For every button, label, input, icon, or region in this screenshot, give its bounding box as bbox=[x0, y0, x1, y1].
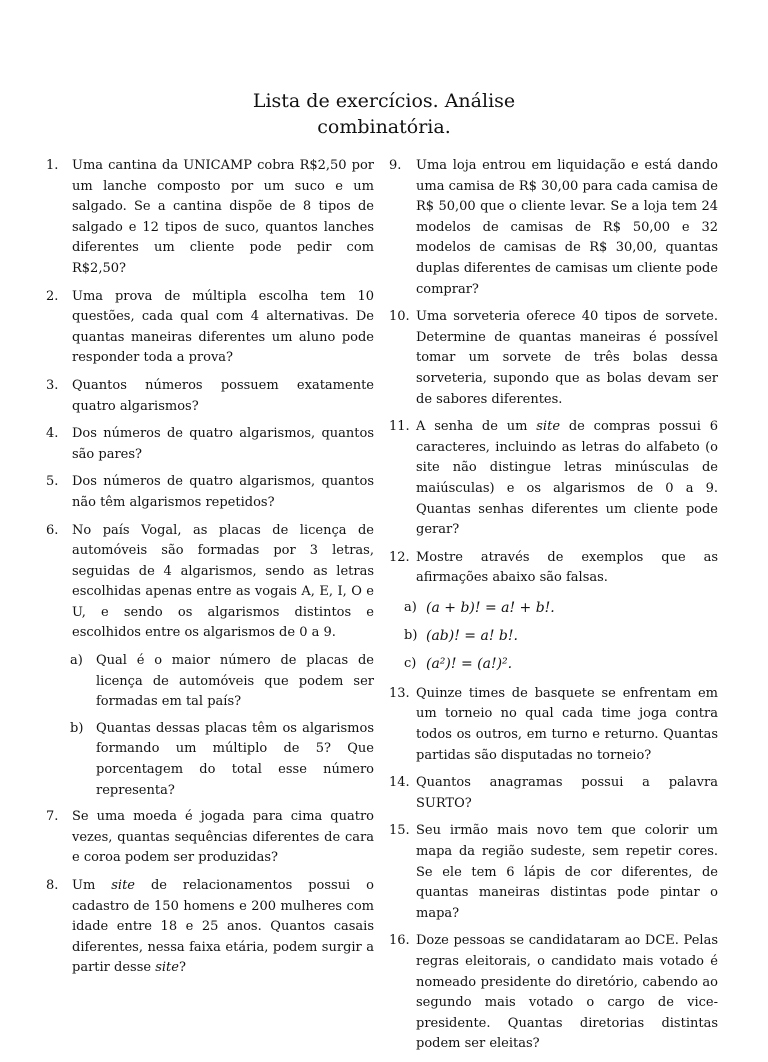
question-number: 9. bbox=[389, 158, 402, 173]
question-number: 14. bbox=[389, 775, 410, 791]
question-number: 10. bbox=[389, 309, 410, 325]
question-text: Uma sorveteria oferece 40 tipos de sorvete. Determine de quantas maneiras é possível tomar um sorvete de três bolas dessa sorveteria, supondo que as bolas devam ser de sabores diferentes. bbox=[416, 309, 718, 407]
question-14 bbox=[390, 773, 718, 814]
part-text: Qual é o maior número de placas de licença de automóveis que podem ser formadas em tal país? bbox=[96, 653, 374, 710]
question-3 bbox=[46, 376, 374, 417]
question-number: 2. bbox=[46, 288, 59, 304]
question-number: 16. bbox=[389, 933, 410, 949]
question-text: Quantos anagramas possui a palavra SURTO? bbox=[416, 775, 718, 811]
question-number: 7. bbox=[46, 809, 59, 825]
question-text: Seu irmão mais novo tem que colorir um mapa da região sudeste, sem repetir cores. Se ele tem 6 lápis de cor diferentes, de quantas maneiras distintas pode pintar o mapa? bbox=[416, 823, 718, 921]
question-number: 6. bbox=[46, 522, 59, 538]
site-word: site bbox=[155, 960, 179, 976]
page-title-line-2: combinatória. bbox=[317, 116, 451, 138]
question-text: Uma prova de múltipla escolha tem 10 questões, cada qual com 4 alternativas. De quantas maneiras diferentes um aluno pode responder toda a prova? bbox=[72, 288, 374, 366]
question-number: 12. bbox=[389, 549, 410, 565]
right-column bbox=[390, 156, 718, 1062]
question-12 bbox=[390, 548, 718, 589]
question-text: No país Vogal, as placas de licença de automóveis são formadas por 3 letras, seguidas de 4 algarismos, sendo as letras escolhidas apenas entre as vogais A, E, I, O e U, e sendo os algarismos distintos e escolhidos entre os algarismos de 0 a 9. bbox=[72, 522, 374, 641]
question-number: 3. bbox=[46, 377, 59, 393]
question-number: 5. bbox=[46, 474, 59, 490]
question-12-part-c bbox=[390, 652, 718, 676]
question-12-part-b bbox=[390, 624, 718, 648]
page-title bbox=[0, 88, 768, 140]
question-10 bbox=[390, 307, 718, 410]
text-segment: A senha de um bbox=[416, 419, 537, 435]
question-text: Uma loja entrou em liquidação e está dando uma camisa de R$ 30,00 para cada camisa de R$ 50,00 que o cliente levar. Se a loja tem 24 modelos de camisas de R$ 50,00 e 32 modelos de camisas de R$ 30,00, quantas duplas diferentes de camisas um cliente pode comprar? bbox=[416, 158, 718, 297]
text-segment: ? bbox=[178, 960, 186, 976]
question-number: 11. bbox=[389, 419, 410, 435]
site-word: site bbox=[111, 878, 135, 893]
text-segment: de compras possui 6 caracteres, incluindo as letras do alfabeto (o site não distingue letras minúsculas de maiúsculas) e os algarismos de 0 a 9. Quantas senhas diferentes um cliente pode gerar? bbox=[416, 419, 719, 538]
question-number: 1. bbox=[46, 158, 59, 173]
part-label: a) bbox=[404, 599, 417, 615]
left-column bbox=[46, 156, 374, 986]
part-label: a) bbox=[70, 653, 83, 669]
question-text: Quantos números possuem exatamente quatro algarismos? bbox=[72, 377, 374, 414]
part-label: c) bbox=[404, 655, 417, 671]
question-16 bbox=[390, 931, 718, 1055]
question-text: Mostre através de exemplos que as afirmações abaixo são falsas. bbox=[416, 549, 718, 586]
question-text: Se uma moeda é jogada para cima quatro vezes, quantas sequências diferentes de cara e coroa podem ser produzidas? bbox=[72, 809, 374, 866]
part-text: Quantas dessas placas têm os algarismos formando um múltiplo de 5? Que porcentagem do total esse número representa? bbox=[96, 720, 374, 798]
question-5 bbox=[46, 472, 374, 513]
question-11 bbox=[390, 417, 718, 541]
question-9 bbox=[390, 156, 718, 300]
question-6-part-a bbox=[46, 651, 374, 713]
math-expression: (a²)! = (a!)². bbox=[426, 655, 513, 672]
question-4 bbox=[46, 424, 374, 465]
question-6-part-b bbox=[46, 719, 374, 801]
question-7 bbox=[46, 807, 374, 869]
page-title-line-1: Lista de exercícios. Análise bbox=[252, 90, 516, 112]
question-text bbox=[72, 878, 374, 975]
question-text bbox=[416, 419, 718, 537]
question-text: Quinze times de basquete se enfrentam em um torneio no qual cada time joga contra todos os outros, em turno e returno. Quantas partidas são disputadas no torneio? bbox=[416, 685, 718, 763]
question-text: Dos números de quatro algarismos, quantos não têm algarismos repetidos? bbox=[72, 474, 374, 510]
part-label: b) bbox=[70, 720, 84, 736]
part-label: b) bbox=[404, 627, 418, 643]
math-expression: (a + b)! = a! + b!. bbox=[426, 599, 555, 616]
text-segment: de relacionamentos possui o cadastro de 150 homens e 200 mulheres com idade entre 18 e 25 anos. Quantos casais diferentes, nessa faixa etária, podem surgir a partir desse bbox=[72, 878, 374, 976]
question-8 bbox=[46, 876, 374, 979]
question-6 bbox=[46, 521, 374, 645]
question-number: 8. bbox=[46, 878, 59, 893]
question-text: Doze pessoas se candidataram ao DCE. Pelas regras eleitorais, o candidato mais votado é nomeado presidente do diretório, cabendo ao segundo mais votado o cargo de vice-presidente. Quantas diretorias distintas podem ser eleitas? bbox=[416, 933, 718, 1052]
question-text: Dos números de quatro algarismos, quantos são pares? bbox=[72, 426, 374, 462]
question-number: 4. bbox=[46, 426, 59, 442]
question-text: Uma cantina da UNICAMP cobra R$2,50 por um lanche composto por um suco e um salgado. Se a cantina dispõe de 8 tipos de salgado e 12 tipos de suco, quantos lanches diferentes um cliente pode pedir com R$2,50? bbox=[72, 158, 374, 276]
question-1 bbox=[46, 156, 374, 280]
question-number: 13. bbox=[389, 685, 410, 701]
question-2 bbox=[46, 287, 374, 369]
question-number: 15. bbox=[389, 823, 410, 839]
question-13 bbox=[390, 684, 718, 766]
site-word: site bbox=[536, 419, 561, 435]
question-15 bbox=[390, 821, 718, 924]
question-12-part-a bbox=[390, 596, 718, 620]
text-segment: Um bbox=[72, 878, 112, 893]
math-expression: (ab)! = a! b!. bbox=[426, 627, 518, 644]
